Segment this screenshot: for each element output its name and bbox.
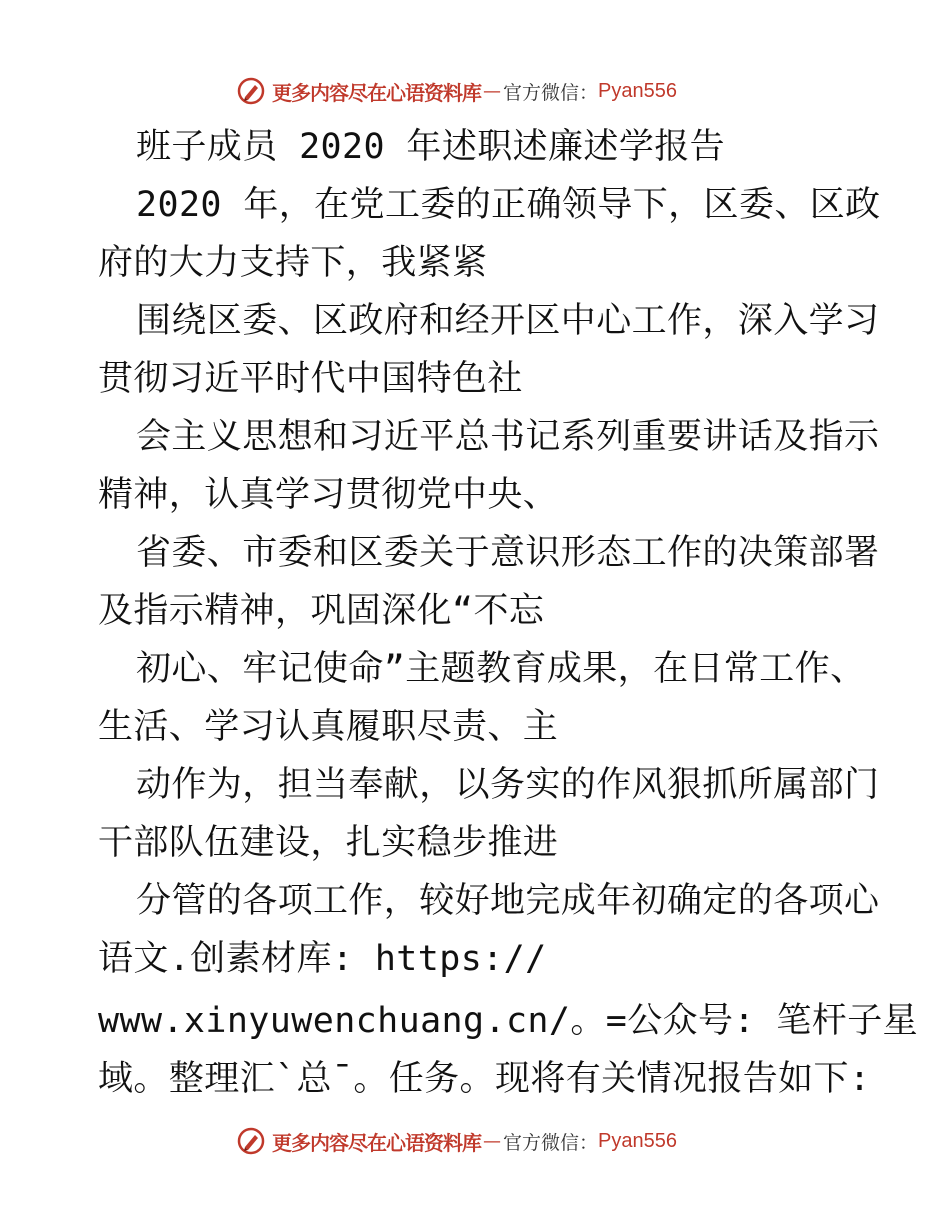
paragraph-line: 会主义思想和习近平总书记系列重要讲话及指示 (136, 417, 880, 457)
watermark-banner-top (236, 74, 677, 108)
watermark-brand: 更多内容尽在心语资料库 (272, 1130, 481, 1155)
watermark-account: Pyan556 (598, 79, 677, 102)
paragraph-line: 2020 年，在党工委的正确领导下，区委、区政 (136, 185, 881, 225)
watermark-label: 官方微信： (503, 1131, 599, 1154)
watermark-brand: 更多内容尽在心语资料库 (272, 80, 481, 105)
paragraph-line: www.xinyuwenchuang.cn/。=公众号: 笔杆子星 (98, 1001, 918, 1041)
paragraph-line: 动作为，担当奉献，以务实的作风狠抓所属部门 (136, 765, 880, 805)
paragraph-line: 语文.创素材库: https:// (98, 939, 547, 979)
paragraph-line: 及指示精神，巩固深化“不忘 (98, 591, 545, 631)
paragraph-line: 省委、市委和区委关于意识形态工作的决策部署 (136, 533, 880, 573)
paragraph-line: 精神，认真学习贯彻党中央、 (98, 475, 559, 515)
watermark-account: Pyan556 (598, 1129, 677, 1152)
paragraph-line: 生活、学习认真履职尽责、主 (98, 707, 559, 747)
paragraph-line: 府的大力支持下，我紧紧 (98, 243, 488, 283)
pen-circle-logo-icon (236, 1126, 266, 1156)
pen-circle-logo-icon (236, 76, 266, 106)
paragraph-line: 围绕区委、区政府和经开区中心工作，深入学习 (136, 301, 880, 341)
paragraph-line: 贯彻习近平时代中国特色社 (98, 359, 523, 399)
paragraph-line: 初心、牢记使命”主题教育成果，在日常工作、 (136, 649, 866, 689)
paragraph-line: 域。整理汇`总¯。任务。现将有关情况报告如下: (98, 1059, 871, 1099)
watermark-label: 官方微信： (503, 81, 599, 104)
watermark-banner-bottom (236, 1124, 677, 1158)
watermark-dash: — (483, 80, 501, 102)
watermark-dash: — (483, 1130, 501, 1152)
document-title: 班子成员 2020 年述职述廉述学报告 (136, 127, 726, 167)
paragraph-line: 干部队伍建设，扎实稳步推进 (98, 823, 559, 863)
paragraph-line: 分管的各项工作，较好地完成年初确定的各项心 (136, 881, 880, 921)
